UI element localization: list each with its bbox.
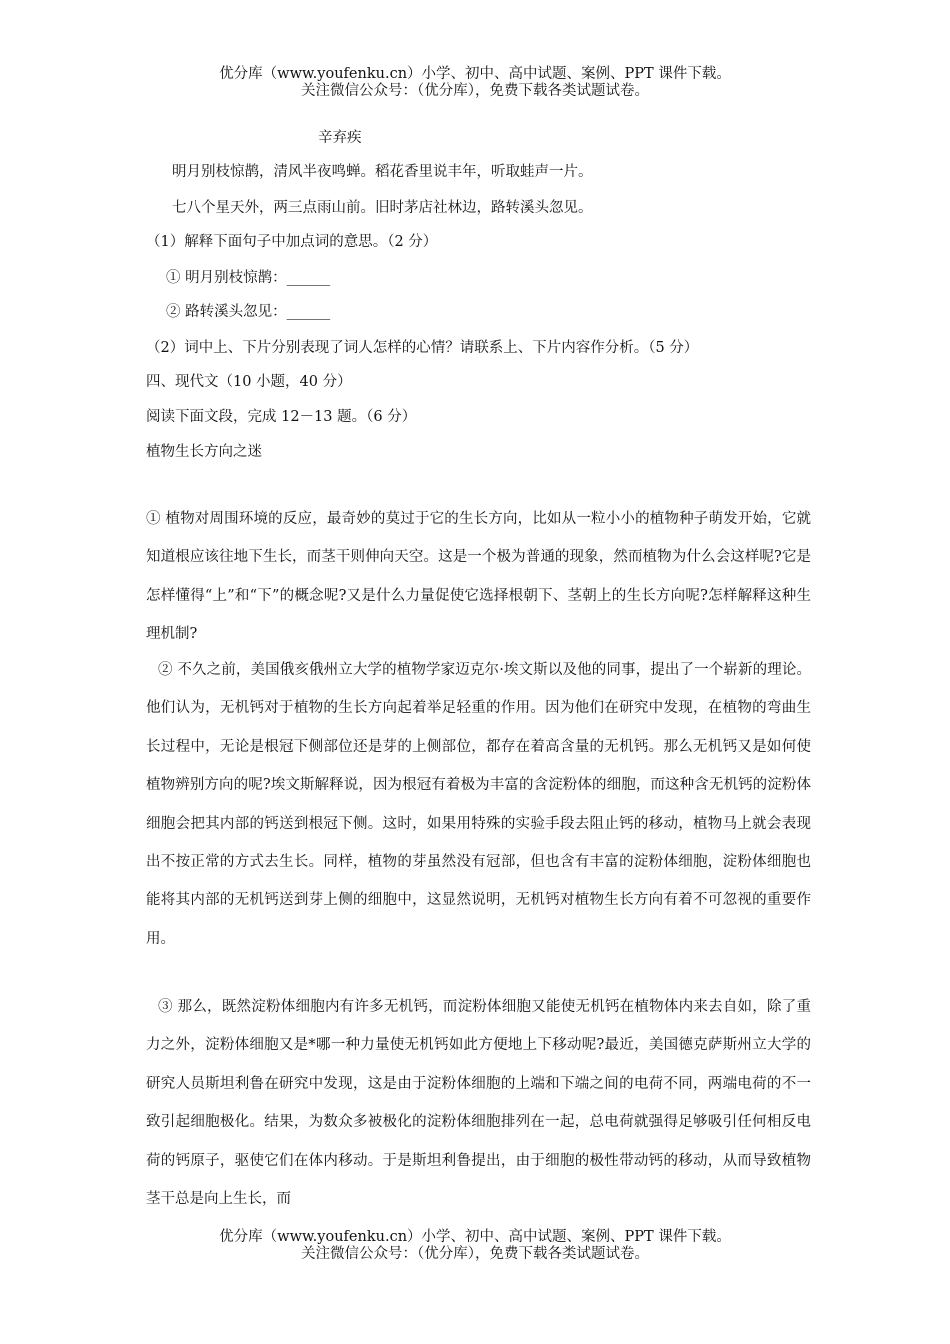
header-line-2: 关注微信公众号：（优分库），免费下载各类试题试卷。 bbox=[301, 83, 649, 99]
header-line-1: 优分库（www.youfenku.cn）小学、初中、高中试题、案例、PPT 课件下载。 bbox=[219, 66, 731, 82]
section-instruction: 阅读下面文段，完成 12－13 题。（6 分） bbox=[146, 409, 417, 425]
article-paragraph-2: ② 不久之前，美国俄亥俄州立大学的植物学家迈克尔·埃文斯以及他的同事，提出了一个崭新的理论。他们认为，无机钙对于植物的生长方向起着举足轻重的作用。因为他们在研究中发现，在植物的弯曲生长过程中，无论是根冠下侧部位还是芽的上侧部位，都存在着高含量的无机钙。那么无机钙又是如何使植物辨别方向的呢?埃文斯解释说，因为根冠有着极为丰富的含淀粉体的细胞，而这种含无机钙的淀粉体细胞会把其内部的钙送到根冠下侧。这时，如果用特殊的实验手段去阻止钙的移动，植物马上就会表现出不按正常的方式去生长。同样，植物的芽虽然没有冠部，但也含有丰富的淀粉体细胞，淀粉体细胞也能将其内部的无机钙送到芽上侧的细胞中，这显然说明，无机钙对植物生长方向有着不可忽视的重要作用。 bbox=[146, 662, 811, 947]
footer-line-2: 关注微信公众号：（优分库），免费下载各类试题试卷。 bbox=[301, 1246, 649, 1262]
poem-line-1: 明月别枝惊鹊，清风半夜鸣蝉。稻花香里说丰年，听取蛙声一片。 bbox=[172, 164, 593, 180]
article-paragraph-1: ① 植物对周围环境的反应，最奇妙的莫过于它的生长方向，比如从一粒小小的植物种子萌发开始，它就知道根应该往地下生长，而茎干则伸向天空。这是一个极为普通的现象，然而植物为什么会这样呢?它是怎样懂得“上”和“下”的概念呢?又是什么力量促使它选择根朝下、茎朝上的生长方向呢?怎样解释这种生理机制? bbox=[146, 511, 811, 643]
page-header bbox=[0, 66, 950, 100]
question-2: （2）词中上、下片分别表现了词人怎样的心情？请联系上、下片内容作分析。（5 分） bbox=[146, 340, 699, 356]
footer-line-1: 优分库（www.youfenku.cn）小学、初中、高中试题、案例、PPT 课件下载。 bbox=[219, 1229, 731, 1245]
question-1a: ① 明月别枝惊鹊：______ bbox=[166, 270, 331, 286]
question-1: （1）解释下面句子中加点词的意思。（2 分） bbox=[146, 234, 438, 250]
question-1b: ② 路转溪头忽见：______ bbox=[166, 304, 331, 320]
section-title: 四、现代文（10 小题，40 分） bbox=[146, 374, 352, 390]
page-footer bbox=[0, 1229, 950, 1263]
poem-author: 辛弃疾 bbox=[318, 130, 362, 146]
article-title: 植物生长方向之迷 bbox=[146, 444, 262, 460]
article-paragraph-3: ③ 那么，既然淀粉体细胞内有许多无机钙，而淀粉体细胞又能使无机钙在植物体内来去自如，除了重力之外，淀粉体细胞又是*哪一种力量使无机钙如此方便地上下移动呢?最近，美国德克萨斯州立大学的研究人员斯坦利鲁在研究中发现，这是由于淀粉体细胞的上端和下端之间的电荷不同，两端电荷的不一致引起细胞极化。结果，为数众多被极化的淀粉体细胞排列在一起，总电荷就强得足够吸引任何相反电荷的钙原子，驱使它们在体内移动。于是斯坦利鲁提出，由于细胞的极性带动钙的移动，从而导致植物茎干总是向上生长，而 bbox=[146, 999, 811, 1208]
poem-line-2: 七八个星天外，两三点雨山前。旧时茅店社林边，路转溪头忽见。 bbox=[172, 200, 593, 216]
